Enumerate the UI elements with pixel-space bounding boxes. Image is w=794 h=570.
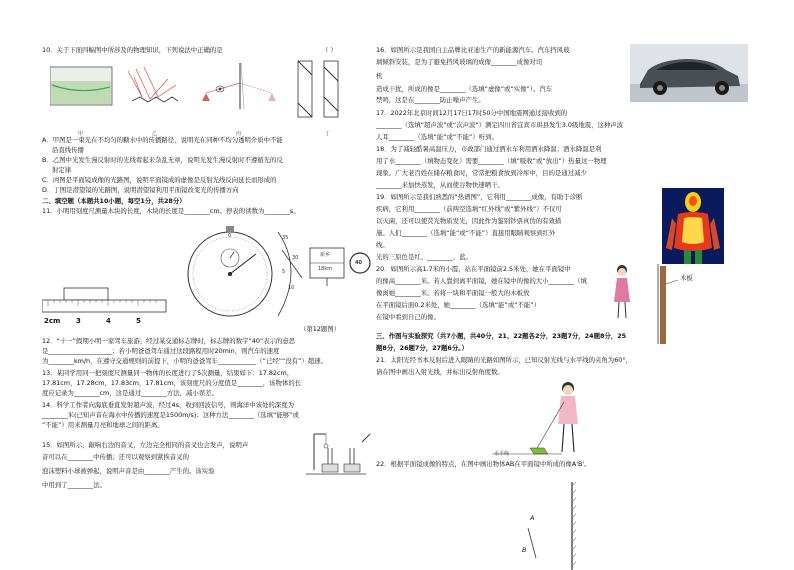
- sign-speed-limit: 40: [355, 260, 362, 266]
- q10-figures: [50, 57, 370, 127]
- ruler-label-2cm: 2cm: [44, 317, 61, 325]
- stopwatch-num-35: 35: [282, 235, 289, 241]
- reading-girl-figure: [492, 376, 604, 460]
- q14-line2: ________米(已知声音在海水中传播的速度是1500m/s)；这种方法________（选填“能够”或: [42, 411, 299, 419]
- q20-line4: 在平面镜后面0.2米处，她________（选填“能”或“不能”）: [376, 301, 540, 309]
- q10-option-a-line2: 沿直线传播: [52, 146, 84, 154]
- stopwatch-num-30: 30: [292, 255, 299, 261]
- q10-stem: 10．关于下面四幅图中所涉及的物理知识，下列说法中正确的是: [42, 46, 223, 54]
- q11-text: 11．小明用刻度尺测量木块的长度，木块的长度是________cm。停表的读数为________s。: [42, 207, 300, 215]
- q16-line1: 16．如图所示是我国自主品牌比亚迪生产的新能源汽车。汽车挡风玻: [376, 46, 570, 54]
- fig-label-bing: 丙: [236, 131, 242, 137]
- figure-bing-mirror: [202, 63, 276, 109]
- q10-option-d: D．丁图是潜望镜的光路图，说明潜望镜利用平面镜改变光的传播方向: [42, 186, 239, 194]
- q10-option-b-line1: B．乙图中光发生漫反射时的光线看起来杂乱无章，说明光发生漫反射时不遵循光的反: [42, 156, 283, 164]
- section-3-heading-line1: 三、作图与实验探究（共7小题，共40分，21、22题各2分，23题7分，24题8分，25: [376, 332, 627, 340]
- q13-line1: 13．某同学用同一把刻度尺测量同一物体的长度进行了5次测量，结果如下：17.82cm，: [42, 369, 294, 377]
- sign-distance: 18km: [318, 266, 333, 272]
- fig-label-yi: 乙: [152, 131, 158, 137]
- q21-line2: 请在图中画出入射光线，并标出反射角度数。: [376, 368, 504, 376]
- figure-ding-periscope: [298, 61, 338, 117]
- q10-answer-paren: （ ）: [322, 46, 337, 54]
- horizon-label: 水平线: [494, 451, 510, 457]
- fig-label-jia: 甲: [78, 131, 84, 137]
- q12-line1: 12．“十一”假期小明一家驾车旅游，经过某交通标志牌时，标志牌的数字“40”表示的意思: [42, 337, 296, 345]
- girl-mirror-figure: [612, 262, 722, 346]
- stopwatch-num-10: 10: [288, 285, 295, 291]
- q10-option-a-line1: A．甲图是一束光在不均匀的糖水中的传播路径，说明光在同种不均匀透明介质中不能: [42, 136, 283, 144]
- q19-line5: 线。: [376, 241, 389, 249]
- q10-option-b-line2: 射定律: [52, 166, 72, 174]
- stopwatch-num-5: 5: [282, 269, 286, 275]
- figure-jia-tank: [50, 67, 112, 105]
- q18-line2: 用了水________（填物态变化）需要________（填“吸收”或“放出”）热量这一物理: [376, 157, 607, 165]
- ruler-label-4: 4: [106, 317, 111, 325]
- q20-line3: 像离她________米。若将一块和平面镜一般大的木板放: [376, 289, 530, 297]
- stopwatch-num-0: 0: [228, 233, 232, 239]
- q16-line4: 造成干扰，所成的像是________（选填“虚像”或“实像”）。汽车: [376, 85, 553, 93]
- q19-line2: 疾病，它利用________（前两空选填“红外线”或“紫外线”）不仅可: [376, 205, 562, 213]
- q18-line4: ________来加快蒸发，从而使谷物快速晒干。: [376, 181, 504, 189]
- q19-line6: 光的三原色是红、________、蓝。: [376, 253, 472, 261]
- q12-line3: 为________km/h，在遵守交通规则的前提下，小明的爸爸驾车____________（“已经”“没有”）超速。: [42, 357, 327, 365]
- ruler-label-3: 3: [76, 317, 81, 325]
- q17-line2: ________（选填“超声波”或“次声波”）测定四川省宜宾市珙县发生3.0级地震，这种声波: [376, 121, 624, 129]
- q14-line3: “不能”）用来测量月亮和地球之间的距离。: [42, 421, 164, 429]
- q19-line1: 19．如图所示是我们熟悉的“热谱图”，它利用________成像，有助于诊断: [376, 193, 583, 201]
- q17-line1: 17．2022年北京时间12月17日17时50分中国地震网通过接收到的: [376, 109, 568, 117]
- mirror-ab-figure: [516, 474, 596, 570]
- q15-line2: 音可以在________中传播；还可以观察到紧挨音叉的: [42, 453, 189, 461]
- q15-line4: 中用到了________法。: [42, 481, 106, 489]
- q18-line1: 18．为了减轻酷暑高温压力，市政部门通过洒水车利用洒水降温；酒水降温是利: [376, 145, 602, 153]
- q16-line2: 璃倾斜安装，是为了避免挡风玻璃的成像________成像对司: [376, 58, 543, 66]
- q18-line3: 现象。广大老百姓在储存粮食时，常常把粮食放到冷库中，目的是通过减少: [376, 169, 587, 177]
- q13-line2: 17.81cm，17.28cm，17.83cm，17.81cm，该刻度尺的分度值是________，该物体的长: [42, 379, 302, 387]
- section-3-heading-line2: 题8分，26题7分，27题6分。）: [376, 344, 468, 352]
- sign-destination: 新乡: [320, 252, 331, 258]
- ruler-figure: [42, 288, 166, 312]
- q16-line5: 禁鸣，这是在________防止噪声产生。: [376, 96, 485, 104]
- figure-yi-diffuse: [128, 67, 178, 102]
- q20-line1: 20．如图所示高1.7米的小霞，站在平面镜前2.5米处，她在平面镜中: [376, 265, 571, 273]
- q16-line3: 机: [376, 72, 383, 80]
- q21-line1: 21．太阳光经书本反射后进入眼睛的光路如图所示，已知反射光线与水平线的夹角为60°，: [376, 356, 632, 364]
- point-a-label: A: [530, 514, 535, 522]
- q14-line1: 14．科学工作者向海底垂直发射超声波，经过4s，收到回波信号，则海洋中该处的深度为: [42, 401, 294, 409]
- fig-label-ding: 丁: [325, 131, 331, 137]
- q15-line1: 15．如图所示，敲响右边的音叉，左边完全相同的音叉也会发声，说明声: [42, 441, 249, 449]
- ruler-label-5: 5: [136, 317, 141, 325]
- section-2-heading: 二、填空题（本题共10小题，每空1分，共28分）: [42, 197, 186, 205]
- q20-line5: 在镜中看到自己的像。: [376, 313, 440, 321]
- q19-line4: 施。人们________（选填“能”或“不能”）直接用眼睛观察到红外: [376, 229, 556, 237]
- q13-line3: 度应记录为________cm，这是通过________方法，减小误差。: [42, 389, 218, 397]
- q15-line3: 泡沫塑料小球被弹起，说明声音是由________产生的。该实验: [42, 467, 215, 475]
- q20-line2: 的像高________米。若人靠到离平面镜，她在镜中的像的大小________（填: [376, 277, 587, 285]
- q17-line3: 人耳________（选填“能”或“不能”）听到。: [376, 133, 498, 141]
- q10-option-c: C．丙图是平面镜成像的光路图，说明平面镜成的虚像是反射光线反向延长而形成的: [42, 176, 277, 184]
- q12-line2: 是____________________；若小明爸爸驾车通过这段路程用时20min，则汽车的速度: [42, 347, 280, 355]
- point-b-label: B: [522, 546, 527, 554]
- tuning-fork-figure: [304, 428, 374, 484]
- q22-text: 22．根据平面镜成像的特点，在图中画出物体AB在平面镜中所成的像A'B'。: [376, 460, 591, 468]
- car-photo: [630, 44, 748, 102]
- fig12-caption: （第12题图）: [300, 325, 341, 333]
- q19-line3: 以灭菌，还可以使荧光物质发光，因此作为鉴别钞票真伪的有效措: [376, 217, 562, 225]
- wood-board-label: 木板: [680, 274, 693, 282]
- thermal-image: [662, 188, 724, 264]
